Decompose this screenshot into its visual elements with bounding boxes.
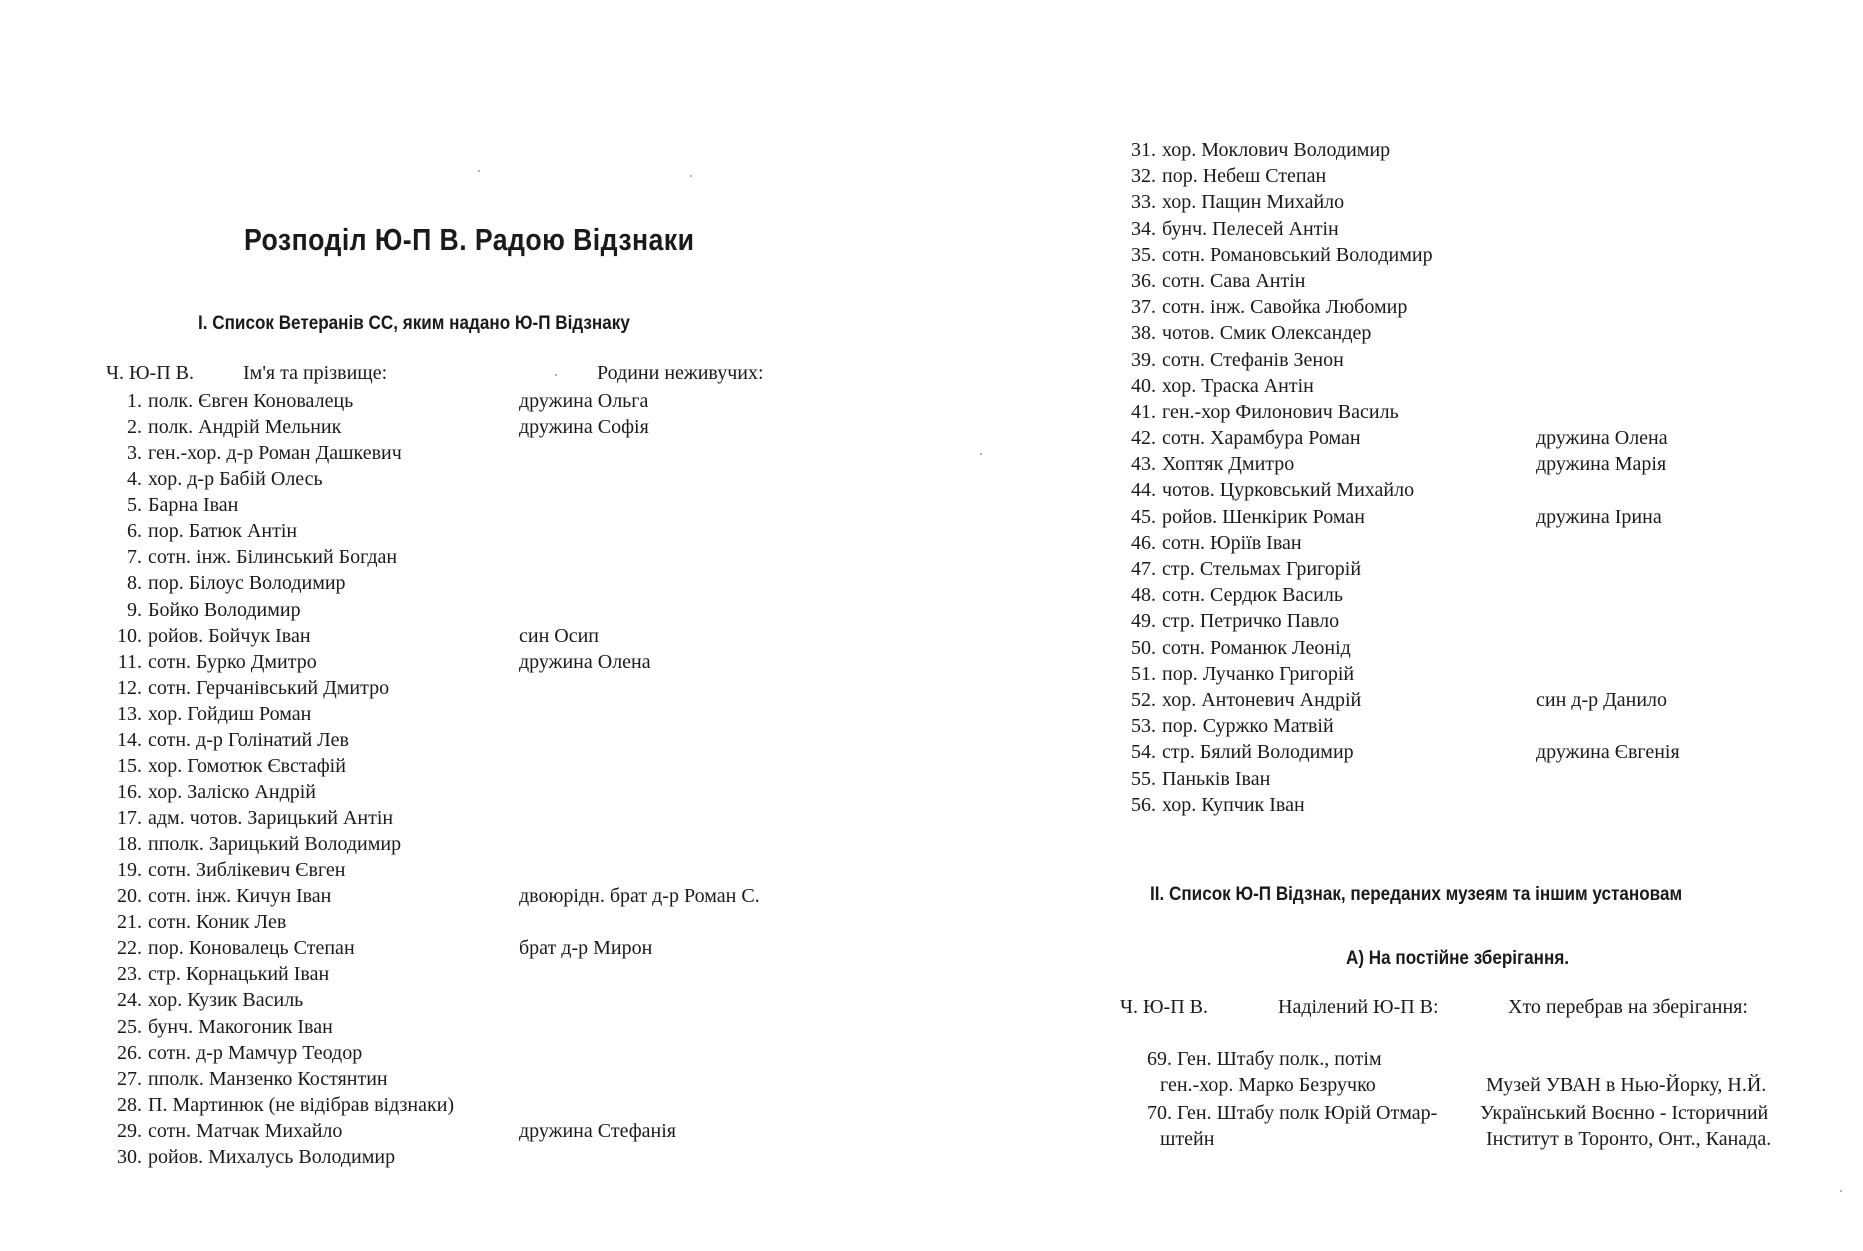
entry-family: двоюрідн. брат д-р Роман С.: [519, 885, 760, 908]
entry-number: 24.: [117, 989, 142, 1012]
list-item: [106, 518, 906, 544]
entry-number: 38.: [1131, 322, 1156, 345]
entry-family: дружина Олена: [519, 650, 651, 673]
list-item: [106, 857, 906, 883]
entry-family: син д-р Данило: [1536, 688, 1668, 711]
entry-number: 12.: [117, 676, 142, 699]
entry-name: сотн. інж. Білинський Богдан: [148, 546, 398, 569]
entry-name: пор. Білоус Володимир: [148, 572, 346, 595]
entry-number: 51.: [1131, 662, 1156, 685]
veterans-list-left: [106, 388, 906, 1170]
entry-name: хор. Пащин Михайло: [1162, 191, 1345, 214]
list-item: [1120, 373, 1840, 399]
entry-number: 26.: [117, 1041, 142, 1064]
list-item: [1120, 713, 1840, 739]
list-item: [1120, 320, 1840, 346]
entry-number: 7.: [127, 546, 142, 569]
entry-name: ройов. Бойчук Іван: [148, 624, 311, 647]
list-item: [1120, 451, 1840, 477]
entry-name: сотн. Стефанів Зенон: [1162, 348, 1344, 371]
entry-number: 47.: [1131, 558, 1156, 580]
column-header-number: Ч. Ю-П В.: [106, 362, 194, 384]
entry-number: 46.: [1131, 531, 1156, 554]
entry-name: сотн. Бурко Дмитро: [148, 650, 317, 673]
entry-number: 5.: [127, 494, 142, 517]
entry-name: хор. Кузик Василь: [148, 989, 304, 1012]
entry-number: 40.: [1131, 374, 1156, 397]
entry-name: хор. Купчик Іван: [1162, 793, 1305, 816]
entry-name: пор. Батюк Антін: [148, 520, 298, 543]
entry-number: 43.: [1131, 453, 1156, 476]
entry-number: 17.: [117, 807, 142, 829]
entry-name: хор. Гомотюк Євстафій: [148, 754, 346, 777]
entry-number: 11.: [117, 650, 142, 673]
museum-entry-70-institution-line2: Інститут в Торонто, Онт., Канада.: [1486, 1128, 1772, 1150]
entry-family: брат д-р Мирон: [519, 937, 653, 960]
print-speck: [980, 453, 982, 455]
list-item: [1120, 582, 1840, 608]
entry-number: 6.: [127, 520, 142, 543]
entry-name: ген.-хор Филонович Василь: [1162, 400, 1399, 423]
entry-number: 22.: [117, 937, 142, 960]
list-item: [106, 935, 906, 961]
entry-name: чотов. Смик Олександер: [1162, 322, 1372, 345]
entry-name: ройов. Михалусь Володимир: [148, 1145, 396, 1168]
entry-number: 18.: [117, 833, 142, 856]
entry-name: хор. д-р Бабій Олесь: [148, 468, 323, 491]
entry-family: дружина Ольга: [519, 390, 649, 412]
entry-number: 10.: [117, 624, 142, 647]
entry-number: 16.: [117, 780, 142, 803]
entry-number: 15.: [117, 754, 142, 777]
column-header-family: Родини неживучих:: [597, 362, 764, 384]
entry-name: хор. Моклович Володимир: [1162, 139, 1391, 161]
entry-name: сотн. Матчак Михайло: [148, 1119, 343, 1142]
entry-name: пор. Лучанко Григорій: [1162, 662, 1355, 685]
list-item: [1120, 530, 1840, 556]
entry-number: 54.: [1131, 741, 1156, 764]
entry-name: бунч. Пелесей Антін: [1162, 217, 1339, 240]
museum-entry-69-line2: ген.-хор. Марко Безручко: [1160, 1074, 1376, 1096]
list-item: [106, 1092, 906, 1118]
list-item: [106, 544, 906, 570]
entry-name: Барна Іван: [148, 494, 239, 517]
list-item: [106, 388, 906, 414]
entry-number: 27.: [117, 1067, 142, 1090]
entry-name: хор. Заліско Андрій: [148, 780, 317, 803]
list-item: [106, 492, 906, 518]
list-item: [106, 961, 906, 987]
entry-name: сотн. Коник Лев: [148, 911, 287, 934]
entry-family: син Осип: [519, 624, 600, 647]
entry-name: сотн. Харамбура Роман: [1162, 427, 1361, 450]
entry-name: полк. Євген Коновалець: [148, 390, 354, 412]
list-item: [1120, 137, 1840, 163]
entry-name: бунч. Макогоник Іван: [148, 1015, 333, 1038]
entry-name: сотн. Романовський Володимир: [1162, 243, 1433, 266]
entry-name: сотн. Романюк Леонід: [1162, 636, 1351, 659]
entry-name: сотн. Зиблікевич Євген: [148, 859, 346, 882]
entry-name: пор. Небеш Степан: [1162, 165, 1327, 188]
list-item: [1120, 268, 1840, 294]
entry-family: дружина Марія: [1536, 453, 1667, 476]
museum-entry-70-line2: штейн: [1160, 1128, 1215, 1150]
list-item: [106, 883, 906, 909]
entry-number: 2.: [127, 416, 142, 439]
entry-name: сотн. Сава Антін: [1162, 269, 1306, 292]
list-item: [1120, 242, 1840, 268]
veterans-list-right: [1120, 137, 1840, 818]
museum-entry-70-institution-line1: Український Воєнно - Історичний: [1480, 1102, 1769, 1124]
list-item: [106, 440, 906, 466]
section-1-title: І. Список Ветеранів СС, яким надано Ю-П Відзнаку: [198, 313, 630, 334]
entry-number: 45.: [1131, 505, 1156, 528]
list-item: [106, 831, 906, 857]
entry-number: 9.: [127, 598, 142, 621]
entry-family: дружина Євгенія: [1536, 741, 1680, 764]
list-item: [106, 1144, 906, 1170]
entry-name: ген.-хор. д-р Роман Дашкевич: [148, 442, 402, 465]
list-item: [106, 1066, 906, 1092]
entry-number: 14.: [117, 728, 142, 751]
section-2-title: II. Список Ю-П Відзнак, переданих музеям та іншим установам: [1150, 884, 1683, 905]
print-speck: [478, 170, 480, 172]
list-item: [1120, 661, 1840, 687]
column-header-name: Ім'я та прізвище:: [243, 362, 388, 384]
entry-name: сотн. д-р Голінатий Лев: [148, 728, 349, 751]
list-item: [106, 570, 906, 596]
entry-number: 52.: [1131, 688, 1156, 711]
entry-number: 36.: [1131, 269, 1156, 292]
section-2-header-custodian: Хто перебрав на зберігання:: [1508, 996, 1748, 1018]
list-item: [1120, 739, 1840, 765]
entry-family: дружина Олена: [1536, 427, 1668, 450]
entry-number: 44.: [1131, 479, 1156, 502]
entry-name: чотов. Цурковський Михайло: [1162, 479, 1415, 502]
list-item: [106, 623, 906, 649]
entry-number: 1.: [127, 390, 142, 412]
entry-name: пор. Коновалець Степан: [148, 937, 355, 960]
entry-name: сотн. інж. Савойка Любомир: [1162, 296, 1408, 319]
entry-name: Хоптяк Дмитро: [1162, 453, 1295, 476]
entry-number: 33.: [1131, 191, 1156, 214]
entry-name: стр. Стельмах Григорій: [1162, 558, 1362, 580]
entry-name: сотн. інж. Кичун Іван: [148, 885, 332, 908]
entry-number: 37.: [1131, 296, 1156, 319]
entry-name: стр. Петричко Павло: [1162, 610, 1340, 633]
list-item: [106, 414, 906, 440]
museum-entry-69-institution: Музей УВАН в Нью-Йорку, Н.Й.: [1486, 1074, 1767, 1096]
entry-name: Бойко Володимир: [148, 598, 301, 621]
section-2-header-number: Ч. Ю-П В.: [1120, 996, 1208, 1018]
entry-name: стр. Бялий Володимир: [1162, 741, 1354, 764]
list-item: [1120, 425, 1840, 451]
entry-name: пполк. Манзенко Костянтин: [148, 1067, 388, 1090]
print-speck: [1840, 1190, 1842, 1192]
page-title: Розподіл Ю-П В. Радою Відзнаки: [244, 222, 695, 257]
entry-number: 39.: [1131, 348, 1156, 371]
list-item: [1120, 687, 1840, 713]
list-item: [106, 727, 906, 753]
museum-entry-70-line1: 70. Ген. Штабу полк Юрій Отмар-: [1147, 1102, 1438, 1124]
entry-name: пполк. Зарицький Володимир: [148, 833, 402, 856]
list-item: [106, 1040, 906, 1066]
list-item: [1120, 163, 1840, 189]
list-item: [1120, 635, 1840, 661]
list-item: [106, 597, 906, 623]
entry-number: 21.: [117, 911, 142, 934]
list-item: [1120, 347, 1840, 373]
list-item: [1120, 556, 1840, 582]
entry-name: сотн. д-р Мамчур Теодор: [148, 1041, 363, 1064]
entry-number: 48.: [1131, 584, 1156, 607]
section-2-header-awarded: Наділений Ю-П В:: [1278, 996, 1439, 1018]
entry-number: 19.: [117, 859, 142, 882]
entry-name: ройов. Шенкірик Роман: [1162, 505, 1365, 528]
entry-number: 8.: [127, 572, 142, 595]
entry-number: 55.: [1131, 767, 1156, 790]
entry-number: 20.: [117, 885, 142, 908]
entry-name: Паньків Іван: [1162, 767, 1271, 790]
entry-number: 41.: [1131, 400, 1156, 423]
entry-name: полк. Андрій Мельник: [148, 416, 342, 439]
print-speck: [690, 175, 692, 177]
list-item: [1120, 477, 1840, 503]
entry-name: пор. Суржко Матвій: [1162, 715, 1334, 738]
entry-name: стр. Корнацький Іван: [148, 963, 330, 986]
list-item: [106, 649, 906, 675]
entry-name: сотн. Сердюк Василь: [1162, 584, 1343, 607]
entry-name: сотн. Юріїв Іван: [1162, 531, 1302, 554]
entry-family: дружина Ірина: [1536, 505, 1662, 528]
entry-family: дружина Стефанія: [519, 1119, 676, 1142]
entry-number: 30.: [117, 1145, 142, 1168]
entry-name: адм. чотов. Зарицький Антін: [148, 807, 394, 829]
list-item: [1120, 399, 1840, 425]
section-2a-subtitle: А) На постійне зберігання.: [1346, 948, 1570, 969]
entry-number: 49.: [1131, 610, 1156, 633]
entry-number: 32.: [1131, 165, 1156, 188]
museum-entry-69-line1: 69. Ген. Штабу полк., потім: [1147, 1048, 1382, 1070]
list-item: [106, 753, 906, 779]
list-item: [106, 779, 906, 805]
print-speck: [555, 374, 557, 376]
entry-number: 35.: [1131, 243, 1156, 266]
entry-number: 31.: [1131, 139, 1156, 161]
list-item: [106, 701, 906, 727]
entry-number: 56.: [1131, 793, 1156, 816]
entry-name: П. Мартинюк (не відібрав відзнаки): [148, 1093, 455, 1116]
entry-name: хор. Гойдиш Роман: [148, 702, 312, 725]
entry-number: 34.: [1131, 217, 1156, 240]
list-item: [1120, 216, 1840, 242]
list-item: [106, 466, 906, 492]
list-item: [106, 1014, 906, 1040]
entry-number: 23.: [117, 963, 142, 986]
entry-number: 53.: [1131, 715, 1156, 738]
list-item: [106, 909, 906, 935]
list-item: [1120, 189, 1840, 215]
list-item: [1120, 294, 1840, 320]
list-item: [1120, 766, 1840, 792]
entry-number: 25.: [117, 1015, 142, 1038]
entry-name: сотн. Герчанівський Дмитро: [148, 676, 390, 699]
entry-number: 28.: [117, 1093, 142, 1116]
list-item: [1120, 608, 1840, 634]
list-item: [1120, 504, 1840, 530]
list-item: [1120, 792, 1840, 818]
list-item: [106, 675, 906, 701]
entry-name: хор. Траска Антін: [1162, 374, 1314, 397]
entry-number: 4.: [127, 468, 142, 491]
entry-number: 13.: [117, 702, 142, 725]
entry-number: 29.: [117, 1119, 142, 1142]
list-item: [106, 805, 906, 831]
entry-family: дружина Софія: [519, 416, 649, 439]
list-item: [106, 1118, 906, 1144]
entry-number: 3.: [127, 442, 142, 465]
entry-name: хор. Антоневич Андрій: [1162, 688, 1362, 711]
list-item: [106, 987, 906, 1013]
entry-number: 42.: [1131, 427, 1156, 450]
entry-number: 50.: [1131, 636, 1156, 659]
